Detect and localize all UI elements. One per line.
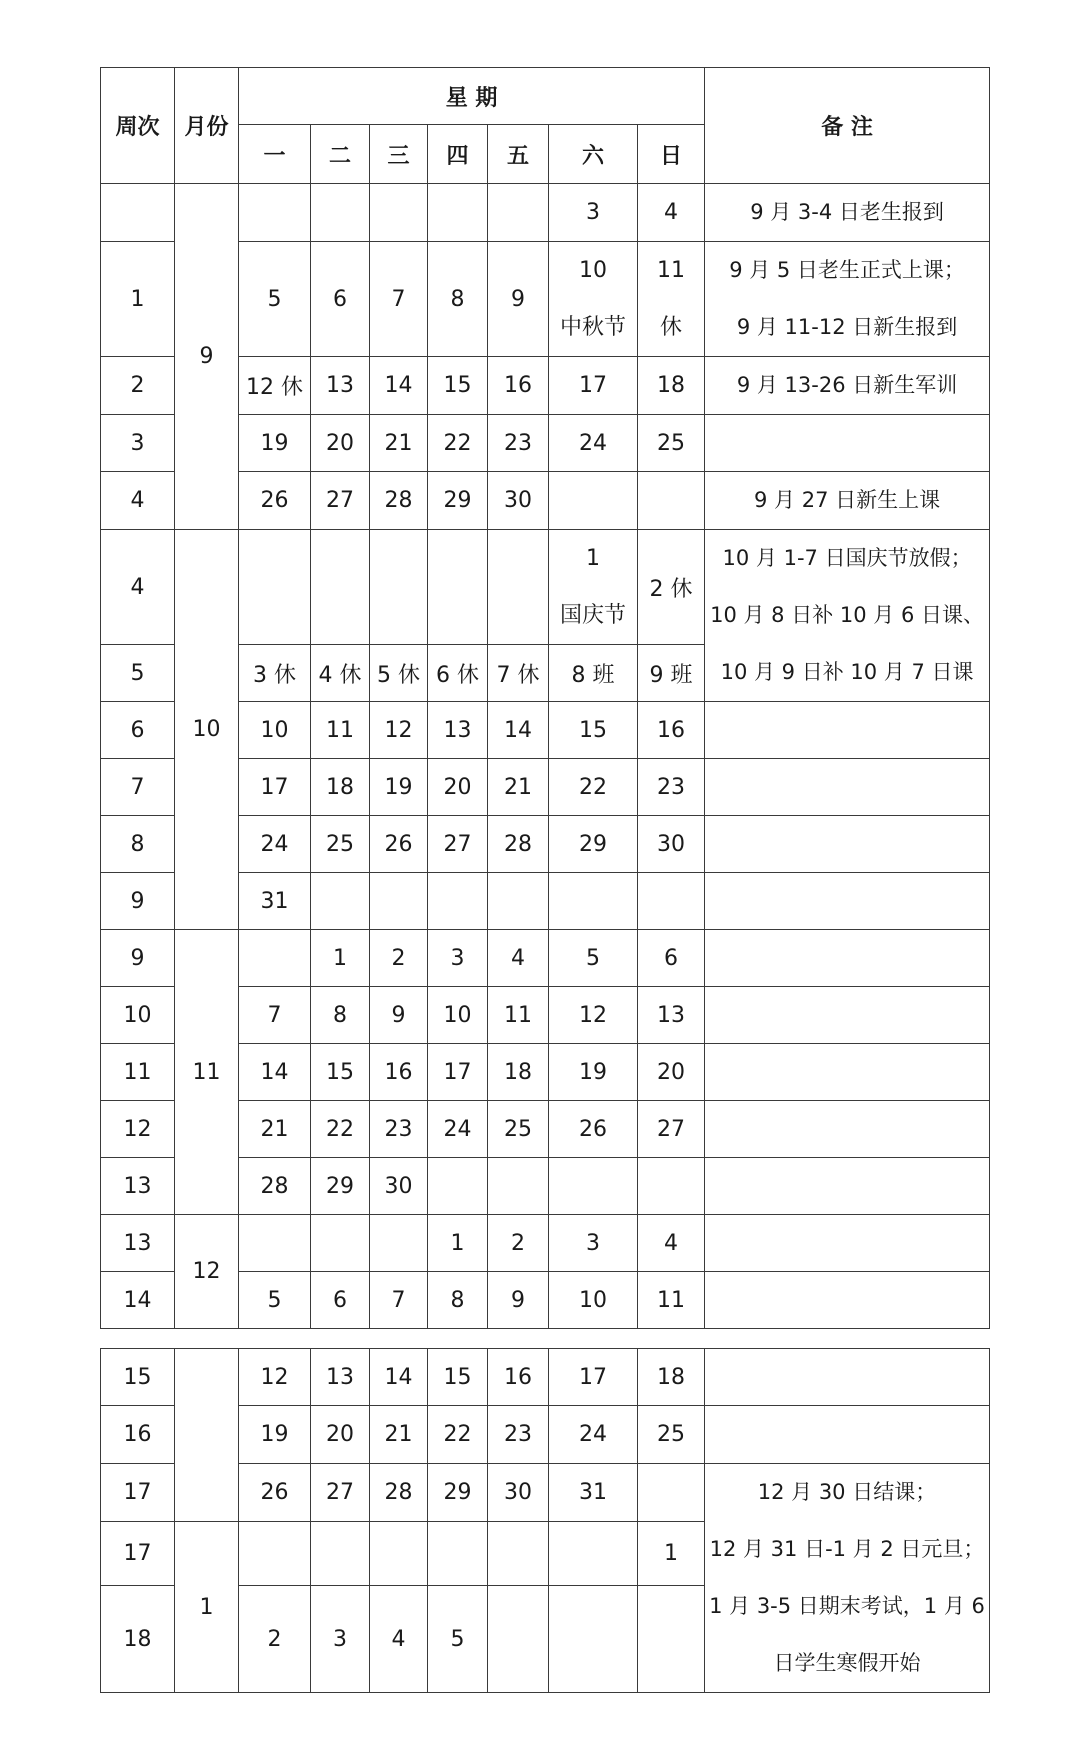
day-cell: 4: [370, 1586, 428, 1693]
day-cell: 30: [638, 816, 705, 873]
day-cell: 19: [239, 1406, 311, 1464]
day-cell: 16: [488, 1349, 549, 1406]
cell-line: 9 月 13-26 日新生军训: [736, 373, 958, 397]
day-cell: 16: [370, 1044, 428, 1101]
day-cell: [488, 184, 549, 242]
remark-cell: [705, 987, 990, 1044]
day-cell: [239, 930, 311, 987]
day-cell: 21: [370, 1406, 428, 1464]
day-cell: 6: [638, 930, 705, 987]
day-cell: [428, 184, 488, 242]
day-cell: 17: [549, 1349, 638, 1406]
table-row: [101, 930, 990, 987]
day-cell: [370, 530, 428, 645]
day-cell: 24: [549, 415, 638, 472]
day-cell: 16: [488, 357, 549, 415]
remark-cell: [705, 415, 990, 472]
day-cell: 11: [638, 1272, 705, 1329]
cell-line: 中秋节: [559, 315, 626, 340]
day-cell: 13: [311, 1349, 370, 1406]
day-cell: 22: [428, 1406, 488, 1464]
day-cell: 13: [638, 987, 705, 1044]
day-cell: 6: [311, 1272, 370, 1329]
week-cell: 12: [101, 1101, 175, 1158]
remark-cell: [705, 242, 990, 357]
day-cell: 2 休: [638, 530, 705, 645]
day-cell: [638, 1586, 705, 1693]
day-cell: 12: [549, 987, 638, 1044]
day-cell: 30: [488, 472, 549, 530]
day-cell: 29: [428, 1464, 488, 1522]
day-cell: 4: [638, 1215, 705, 1272]
week-cell: 9: [101, 873, 175, 930]
day-cell: 23: [488, 1406, 549, 1464]
day-cell: 7: [370, 1272, 428, 1329]
cell-line: 10: [579, 258, 607, 283]
remark-cell: [705, 1464, 990, 1693]
header-day-4: 五: [488, 125, 549, 184]
day-cell: [239, 530, 311, 645]
day-cell: 1: [638, 1522, 705, 1586]
day-cell: 3 休: [239, 645, 311, 702]
week-cell: 7: [101, 759, 175, 816]
day-cell: 24: [549, 1406, 638, 1464]
table-row: [101, 530, 990, 645]
day-cell: [239, 1215, 311, 1272]
day-cell: 19: [549, 1044, 638, 1101]
day-cell: 23: [370, 1101, 428, 1158]
day-cell: 10: [549, 1272, 638, 1329]
cell-line: 日学生寒假开始: [773, 1651, 921, 1675]
header-day-5: 六: [549, 125, 638, 184]
day-cell: 14: [488, 702, 549, 759]
remark-cell: [705, 1272, 990, 1329]
remark-cell: [705, 1349, 990, 1406]
day-cell: 3: [549, 1215, 638, 1272]
day-cell: [311, 873, 370, 930]
day-cell: 27: [311, 1464, 370, 1522]
day-cell: 4: [488, 930, 549, 987]
month-cell: 1: [175, 1522, 239, 1693]
day-cell: 5: [239, 1272, 311, 1329]
cell-line: 国庆节: [559, 603, 626, 628]
week-cell: [101, 184, 175, 242]
day-cell: 13: [428, 702, 488, 759]
cell-line: 12 月 31 日-1 月 2 日元旦；: [709, 1537, 985, 1561]
day-cell: 17: [239, 759, 311, 816]
day-cell: 31: [549, 1464, 638, 1522]
day-cell: 26: [239, 472, 311, 530]
day-cell: 2: [488, 1215, 549, 1272]
day-cell: [638, 1464, 705, 1522]
table-row: [101, 1349, 990, 1406]
month-cell: 10: [175, 530, 239, 930]
cell-line: 9 月 5 日老生正式上课；: [729, 258, 965, 282]
remark-cell: [705, 184, 990, 242]
day-cell: 26: [549, 1101, 638, 1158]
day-cell: 19: [370, 759, 428, 816]
header-day-6: 日: [638, 125, 705, 184]
month-cell: [175, 1349, 239, 1522]
cell-line: 10 月 8 日补 10 月 6 日课、: [710, 603, 985, 627]
day-cell: 29: [311, 1158, 370, 1215]
day-cell: 26: [239, 1464, 311, 1522]
header-month: 月份: [175, 68, 239, 184]
day-cell: 15: [428, 357, 488, 415]
header-weekday: 星 期: [239, 68, 705, 125]
calendar-table-1: [100, 67, 990, 1329]
day-cell: 22: [549, 759, 638, 816]
day-cell: [638, 1158, 705, 1215]
day-cell: 25: [638, 415, 705, 472]
day-cell: 7 休: [488, 645, 549, 702]
remark-cell: [705, 472, 990, 530]
header-day-2: 三: [370, 125, 428, 184]
day-cell: 20: [311, 415, 370, 472]
day-cell: [488, 1586, 549, 1693]
day-cell: 8 班: [549, 645, 638, 702]
day-cell: 9: [370, 987, 428, 1044]
day-cell: 30: [488, 1464, 549, 1522]
remark-cell: [705, 1101, 990, 1158]
day-cell: 17: [549, 357, 638, 415]
day-cell: 16: [638, 702, 705, 759]
remark-cell: [705, 1215, 990, 1272]
day-cell: [549, 1522, 638, 1586]
week-cell: 14: [101, 1272, 175, 1329]
day-cell: 8: [428, 242, 488, 357]
day-cell: 27: [428, 816, 488, 873]
week-cell: 13: [101, 1215, 175, 1272]
day-cell: 25: [311, 816, 370, 873]
remark-cell: [705, 759, 990, 816]
day-cell: 8: [311, 987, 370, 1044]
day-cell: 1: [311, 930, 370, 987]
day-cell: [549, 1586, 638, 1693]
day-cell: [428, 873, 488, 930]
day-cell: 7: [370, 242, 428, 357]
day-cell: [549, 530, 638, 645]
table-row: [101, 184, 990, 242]
day-cell: 15: [311, 1044, 370, 1101]
day-cell: 6 休: [428, 645, 488, 702]
day-cell: 18: [638, 1349, 705, 1406]
week-cell: 16: [101, 1406, 175, 1464]
day-cell: 26: [370, 816, 428, 873]
day-cell: [638, 472, 705, 530]
remark-cell: [705, 1044, 990, 1101]
day-cell: 14: [370, 357, 428, 415]
day-cell: 3: [428, 930, 488, 987]
remark-cell: [705, 1406, 990, 1464]
remark-cell: [705, 816, 990, 873]
day-cell: [488, 873, 549, 930]
day-cell: 3: [311, 1586, 370, 1693]
cell-line: 9 月 27 日新生上课: [754, 488, 941, 512]
day-cell: 21: [488, 759, 549, 816]
day-cell: [370, 1215, 428, 1272]
day-cell: 27: [311, 472, 370, 530]
week-cell: 3: [101, 415, 175, 472]
week-cell: 9: [101, 930, 175, 987]
remark-cell: [705, 1158, 990, 1215]
day-cell: 11: [311, 702, 370, 759]
day-cell: 29: [549, 816, 638, 873]
cell-line: 11: [657, 258, 686, 283]
cell-line: 9 月 11-12 日新生报到: [736, 315, 958, 339]
remark-cell: [705, 357, 990, 415]
day-cell: [549, 472, 638, 530]
day-cell: 12: [239, 1349, 311, 1406]
table-row: [101, 1215, 990, 1272]
day-cell: [311, 530, 370, 645]
week-cell: 8: [101, 816, 175, 873]
day-cell: [311, 184, 370, 242]
day-cell: 21: [239, 1101, 311, 1158]
day-cell: [549, 873, 638, 930]
cell-line: 休: [660, 315, 683, 340]
day-cell: 7: [239, 987, 311, 1044]
day-cell: 20: [428, 759, 488, 816]
calendar-table-2: [100, 1348, 990, 1693]
day-cell: 10: [239, 702, 311, 759]
day-cell: 28: [239, 1158, 311, 1215]
day-cell: 5: [549, 930, 638, 987]
day-cell: 1: [428, 1215, 488, 1272]
day-cell: 20: [638, 1044, 705, 1101]
day-cell: 12: [370, 702, 428, 759]
week-cell: 6: [101, 702, 175, 759]
week-cell: 4: [101, 472, 175, 530]
day-cell: 25: [638, 1406, 705, 1464]
day-cell: [638, 242, 705, 357]
day-cell: 24: [428, 1101, 488, 1158]
day-cell: [488, 1522, 549, 1586]
month-cell: 9: [175, 184, 239, 530]
day-cell: 11: [488, 987, 549, 1044]
day-cell: 5 休: [370, 645, 428, 702]
day-cell: 28: [370, 472, 428, 530]
day-cell: 18: [638, 357, 705, 415]
remark-cell: [705, 930, 990, 987]
remark-cell: [705, 873, 990, 930]
week-cell: 18: [101, 1586, 175, 1693]
day-cell: 28: [370, 1464, 428, 1522]
header-week-no: 周次: [101, 68, 175, 184]
day-cell: [638, 873, 705, 930]
day-cell: 20: [311, 1406, 370, 1464]
day-cell: 23: [638, 759, 705, 816]
day-cell: 6: [311, 242, 370, 357]
week-cell: 13: [101, 1158, 175, 1215]
day-cell: 13: [311, 357, 370, 415]
day-cell: 2: [370, 930, 428, 987]
week-cell: 11: [101, 1044, 175, 1101]
day-cell: [239, 184, 311, 242]
day-cell: 28: [488, 816, 549, 873]
day-cell: [488, 1158, 549, 1215]
day-cell: 17: [428, 1044, 488, 1101]
remark-cell: [705, 530, 990, 702]
day-cell: [428, 1158, 488, 1215]
day-cell: 19: [239, 415, 311, 472]
day-cell: [488, 530, 549, 645]
day-cell: 8: [428, 1272, 488, 1329]
day-cell: 2: [239, 1586, 311, 1693]
month-cell: 11: [175, 930, 239, 1215]
week-cell: 2: [101, 357, 175, 415]
cell-line: 12 月 30 日结课；: [757, 1480, 937, 1504]
day-cell: 22: [428, 415, 488, 472]
cell-line: 10 月 1-7 日国庆节放假；: [722, 546, 972, 570]
day-cell: 31: [239, 873, 311, 930]
day-cell: 12 休: [239, 357, 311, 415]
day-cell: 9: [488, 242, 549, 357]
day-cell: 29: [428, 472, 488, 530]
week-cell: 17: [101, 1522, 175, 1586]
day-cell: 27: [638, 1101, 705, 1158]
day-cell: 4 休: [311, 645, 370, 702]
day-cell: 25: [488, 1101, 549, 1158]
day-cell: [239, 1522, 311, 1586]
header-day-1: 二: [311, 125, 370, 184]
week-cell: 17: [101, 1464, 175, 1522]
day-cell: 18: [311, 759, 370, 816]
day-cell: [370, 873, 428, 930]
cell-line: 9 月 3-4 日老生报到: [750, 200, 944, 224]
day-cell: 4: [638, 184, 705, 242]
day-cell: 9 班: [638, 645, 705, 702]
day-cell: [311, 1522, 370, 1586]
week-cell: 5: [101, 645, 175, 702]
week-cell: 10: [101, 987, 175, 1044]
day-cell: [370, 1522, 428, 1586]
day-cell: [370, 184, 428, 242]
day-cell: 9: [488, 1272, 549, 1329]
day-cell: [311, 1215, 370, 1272]
day-cell: 15: [549, 702, 638, 759]
remark-cell: [705, 702, 990, 759]
day-cell: 5: [428, 1586, 488, 1693]
day-cell: 18: [488, 1044, 549, 1101]
day-cell: 24: [239, 816, 311, 873]
week-cell: 4: [101, 530, 175, 645]
day-cell: 3: [549, 184, 638, 242]
cell-line: 1: [586, 546, 600, 571]
cell-line: 1 月 3-5 日期末考试，1 月 6: [709, 1594, 985, 1618]
day-cell: 22: [311, 1101, 370, 1158]
header-day-0: 一: [239, 125, 311, 184]
day-cell: 14: [370, 1349, 428, 1406]
day-cell: 5: [239, 242, 311, 357]
cell-line: 10 月 9 日补 10 月 7 日课: [720, 660, 974, 684]
day-cell: 21: [370, 415, 428, 472]
week-cell: 1: [101, 242, 175, 357]
month-cell: 12: [175, 1215, 239, 1329]
header-day-3: 四: [428, 125, 488, 184]
day-cell: 30: [370, 1158, 428, 1215]
day-cell: 15: [428, 1349, 488, 1406]
day-cell: 23: [488, 415, 549, 472]
day-cell: 14: [239, 1044, 311, 1101]
week-cell: 15: [101, 1349, 175, 1406]
header-remarks: 备 注: [705, 68, 990, 184]
day-cell: [549, 1158, 638, 1215]
day-cell: [549, 242, 638, 357]
day-cell: [428, 530, 488, 645]
day-cell: [428, 1522, 488, 1586]
day-cell: 10: [428, 987, 488, 1044]
